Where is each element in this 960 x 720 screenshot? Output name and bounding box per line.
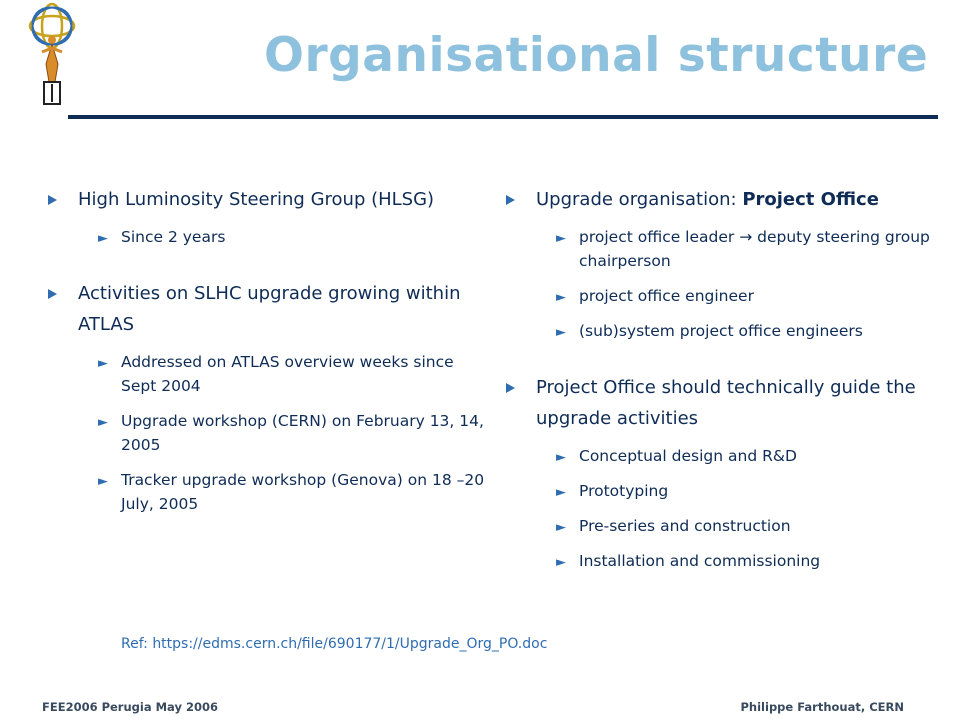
sub-bullet-arrow-icon: ► <box>98 356 108 371</box>
slide-title: Organisational structure <box>264 28 929 83</box>
bullet-text: Project Office should technically guide the upgrade activities <box>536 377 916 429</box>
sub-bullet-text: (sub)system project office engineers <box>579 322 863 340</box>
sub-bullet-arrow-icon: ► <box>556 450 566 465</box>
footer-event: FEE2006 Perugia May 2006 <box>42 700 218 714</box>
right-arrow-icon: → <box>739 228 753 246</box>
bullet-project-office-guide <box>506 372 946 434</box>
sub-bullet-arrow-icon: ► <box>556 231 566 246</box>
sub-bullet <box>48 350 488 398</box>
title-divider <box>68 115 938 119</box>
sub-bullet <box>506 549 946 573</box>
sub-bullet <box>506 514 946 538</box>
sub-bullet-text: Since 2 years <box>121 228 226 246</box>
sub-bullet <box>506 225 946 273</box>
sub-bullet-arrow-icon: ► <box>98 231 108 246</box>
sub-bullet <box>506 284 946 308</box>
bullet-triangle-icon <box>506 383 515 393</box>
sub-bullet <box>48 225 488 249</box>
bullet-triangle-icon <box>506 195 515 205</box>
sub-bullet-text: deputy steering group chairperson <box>579 228 930 270</box>
sub-bullet <box>506 444 946 468</box>
sub-bullet-text: Pre-series and construction <box>579 517 791 535</box>
sub-bullet-arrow-icon: ► <box>556 485 566 500</box>
sub-bullet-text: Conceptual design and R&D <box>579 447 797 465</box>
sub-bullet <box>48 409 488 457</box>
reference-line <box>121 636 547 652</box>
sub-bullet-arrow-icon: ► <box>556 325 566 340</box>
bullet-triangle-icon <box>48 195 57 205</box>
right-column <box>506 184 946 584</box>
sub-bullet-arrow-icon: ► <box>556 520 566 535</box>
sub-bullet-arrow-icon: ► <box>98 474 108 489</box>
reference-label: Ref: <box>121 636 153 652</box>
bullet-hlsg <box>48 184 488 215</box>
sub-bullet-text: Tracker upgrade workshop (Genova) on 18 –20 July, 2005 <box>121 471 485 513</box>
sub-bullet-text: Prototyping <box>579 482 669 500</box>
sub-bullet-text: Upgrade workshop (CERN) on February 13, 14, 2005 <box>121 412 484 454</box>
bullet-text-strong: Project Office <box>742 189 879 210</box>
bullet-text: Activities on SLHC upgrade growing within ATLAS <box>78 283 461 335</box>
sub-bullet-arrow-icon: ► <box>556 555 566 570</box>
bullet-text-prefix: Upgrade organisation: <box>536 189 743 210</box>
bullet-upgrade-organisation <box>506 184 946 215</box>
sub-bullet-arrow-icon: ► <box>556 290 566 305</box>
atlas-logo-icon <box>22 2 82 106</box>
sub-bullet-arrow-icon: ► <box>98 415 108 430</box>
reference-link[interactable]: https://edms.cern.ch/file/690177/1/Upgrade_Org_PO.doc <box>152 636 548 652</box>
bullet-text: High Luminosity Steering Group (HLSG) <box>78 189 435 210</box>
sub-bullet-text: Addressed on ATLAS overview weeks since Sept 2004 <box>121 353 454 395</box>
sub-bullet-text: Installation and commissioning <box>579 552 821 570</box>
sub-bullet <box>506 319 946 343</box>
sub-bullet <box>48 468 488 516</box>
sub-bullet-text: project office leader <box>579 228 735 246</box>
bullet-slhc-activities <box>48 278 488 340</box>
footer-author: Philippe Farthouat, CERN <box>740 700 904 714</box>
left-column <box>48 184 488 527</box>
bullet-triangle-icon <box>48 289 57 299</box>
sub-bullet <box>506 479 946 503</box>
sub-bullet-text: project office engineer <box>579 287 754 305</box>
